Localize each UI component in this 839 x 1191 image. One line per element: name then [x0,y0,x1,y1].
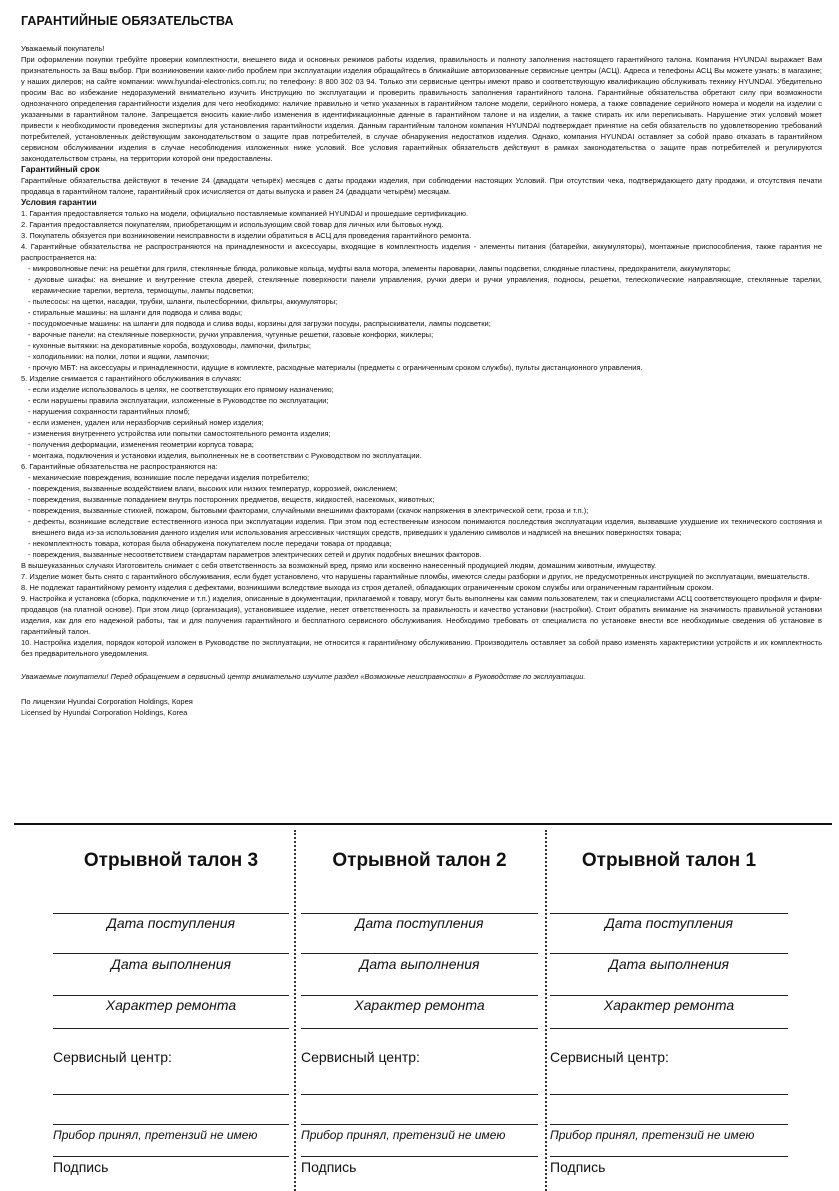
service-center-line[interactable] [301,1094,538,1095]
date-received-label: Дата поступления [106,915,236,931]
condition-item-5-sub: - получения деформации, изменения геометрии корпуса товара; [28,440,254,449]
accepted-statement: Прибор принял, претензий не имею [53,1128,258,1142]
repair-type-label: Характер ремонта [354,997,485,1013]
condition-item-4: 4. Гарантийные обязательства не распространяются на принадлежности и аксессуары, входящие в комплектность изделия - элементы питания (батарейки, аккумуляторы), монтажные приспособления, также гарантия не распространяется на: [21,242,822,262]
coupon-title: Отрывной талон 2 [332,850,507,871]
condition-item-2: 2. Гарантия предоставляется покупателям, приобретающим и использующим свой товар для личных или бытовых нужд. [21,220,444,229]
service-center-line[interactable] [53,1094,289,1095]
coupon-rule [53,913,289,914]
warranty-document [21,14,822,718]
repair-type-label: Характер ремонта [105,997,237,1013]
condition-item-4-sub: - кухонные вытяжки: на декоративные короба, воздуховоды, лампочки, фильтры; [28,341,311,350]
accepted-statement: Прибор принял, претензий не имею [301,1128,506,1142]
accepted-statement: Прибор принял, претензий не имею [550,1128,755,1142]
warranty-period-heading: Гарантийный срок [21,164,100,174]
greeting: Уважаемый покупатель! [21,44,105,53]
liability-paragraph: В вышеуказанных случаях Изготовитель снимает с себя ответственность за возможный вред, прямо или косвенно нанесенный продукцией людям, домашним животным, имуществу. [21,561,657,570]
accepted-line[interactable] [53,1156,289,1157]
repair-type-line[interactable] [301,1028,538,1029]
condition-item-6-sub: - дефекты, возникшие вследствие естественного износа при эксплуатации изделия. При этом под естественным износом понимаются последствия эксплуатации изделия, вызвавшие ухудшение их технического состояния и внешнего вида из-за использования данного изделия или использования агрессивных чистящих средств, приведших к удалению символов и надписей на внешних поверхностях товара; [28,517,822,537]
condition-item-1: 1. Гарантия предоставляется только на модели, официально поставляемые компанией HYUNDAI и прошедшие сертификацию. [21,209,469,218]
service-center-line[interactable] [301,1124,538,1125]
condition-item-4-sub: - холодильники: на полки, лотки и ящики, лампочки; [28,352,210,361]
condition-item-4-sub: - микроволновые печи: на решётки для гриля, стеклянные блюда, роликовые кольца, муфты вала мотора, элементы пароварки, лампы подсветки, слюдяные пластины, предохранители, аккумуляторы; [28,264,731,273]
condition-item-5-sub: - монтажа, подключения и установки изделия, выполненных не в соответствии с Руководством по эксплуатации. [28,451,422,460]
document-title: ГАРАНТИЙНЫЕ ОБЯЗАТЕЛЬСТВА [21,14,234,28]
coupon-rule [301,913,538,914]
condition-item-4-sub: - посудомоечные машины: на шланги для подвода и слива воды, корзины для загрузки посуды, распрыскиватели, лампы подсветки; [28,319,491,328]
condition-item-5-sub: - нарушения сохранности гарантийных пломб; [28,407,190,416]
service-center-line[interactable] [550,1124,788,1125]
coupon-title: Отрывной талон 1 [581,850,757,871]
condition-item-6-sub: - некомплектность товара, которая была обнаружена покупателем после передачи товара от продавца; [28,539,392,548]
condition-item-9: 9. Настройка и установка (сборка, подключение и т.п.) изделия, описанные в документации, прилагаемой к товару, могут быть выполнены как самим пользователем, так и специалистами АСЦ соответствующего профиля и фирм-продавцов (на платной основе). При этом лицо (организация), установившее изделие, несет ответственность за правильность и качество установки (настройки). Стоит обратить внимание на значимость правильной установки изделия, как для его надежной работы, так и для получения гарантийного и бесплатного сервисного обслуживания. Необходимо требовать от специалиста по установке внести все необходимые сведения об установке в гарантийный талон. [21,594,822,636]
repair-type-label: Характер ремонта [603,997,735,1013]
date-completed-line[interactable] [53,995,289,996]
coupon-2 [301,830,538,1191]
service-center-line[interactable] [550,1094,788,1095]
coupon-1 [550,830,788,1191]
condition-item-3: 3. Покупатель обязуется при возникновении неисправности в изделии обратиться в АСЦ для проведения гарантийного ремонта. [21,231,472,240]
signature-label: Подпись [53,1159,109,1175]
coupon-3 [53,830,289,1191]
condition-item-4-sub: - прочую МБТ: на аксессуары и принадлежности, идущие в комплекте, расходные материалы (предметы с ограниченным сроком службы), пульты дистанционного управления. [28,363,643,372]
intro-paragraph: При оформлении покупки требуйте проверки комплектности, внешнего вида и основных режимов работы изделия, правильность и полноту заполнения настоящего гарантийного талона. Компания HYUNDAI выражает Вам признательность за Ваш выбор. При возникновении каких-либо проблем при эксплуатации изделия обращайтесь в ближайшие авторизованные сервисные центры (АСЦ). Адреса и телефоны АСЦ Вы можете узнать: в магазине; у наших дилеров; на сайте компании: www.hyundai-electronics.com.ru; по телефону: 8 800 302 03 94. Только эти сервисные центры имеют право и соответствующую квалификацию обслуживать технику HYUNDAI. Убедительно просим Вас во избежание недоразумений внимательно изучить Инструкцию по эксплуатации и проверить правильность заполнения гарантийного талона. Гарантийные обязательства обретают силу при возможности однозначного определения гарантийности изделия для чего необходимо: наличие правильно и четко указанных в гарантийном талоне модели, серийного номера, а также совпадение серийного номера и модели на изделии с указанными в гарантийном талоне. Запрещается вносить какие-либо изменения в идентификационные данные в гарантийном талоне и на изделии, а также стирать их или переписывать. Нарушение этих условий может привести к необходимости проведения экспертизы для установления гарантийности изделия. Данным гарантийным талоном компания HYUNDAI подтверждает принятие на себя обязательств по удовлетворению требований потребителей, установленных действующим законодательством о защите прав потребителей, в случае обнаружения недостатков изделия. Однако, компания HYUNDAI оставляет за собой право отказать в гарантийном сервисном обслуживании изделия в случае несоблюдения изложенных ниже условий. Все условия гарантийных обязательств действуют в рамках законодательства о защите прав потребителей и регулируются законодательством страны, на территории которой они предоставлены. [21,55,822,163]
conditions-heading: Условия гарантии [21,197,97,207]
condition-item-5-sub: - если нарушены правила эксплуатации, изложенные в Руководстве по эксплуатации; [28,396,329,405]
service-center-label: Сервисный центр: [301,1049,420,1065]
service-center-label: Сервисный центр: [550,1049,669,1065]
coupon-rule [550,913,788,914]
accepted-line[interactable] [301,1156,538,1157]
service-center-label: Сервисный центр: [53,1049,172,1065]
date-received-label: Дата поступления [604,915,734,931]
date-completed-label: Дата выполнения [359,956,480,972]
condition-item-4-sub: - стиральные машины: на шланги для подвода и слива воды; [28,308,243,317]
coupon-title: Отрывной талон 3 [83,850,259,871]
date-completed-line[interactable] [550,995,788,996]
license-en: Licensed by Hyundai Corporation Holdings, Korea [21,708,188,717]
accepted-line[interactable] [550,1156,788,1157]
condition-item-8: 8. Не подлежат гарантийному ремонту изделия с дефектами, возникшими вследствие выхода из строя деталей, обладающих ограниченным сроком службы или ограниченным гарантийным сроком. [21,583,714,592]
warranty-period-text: Гарантийные обязательства действуют в течение 24 (двадцати четырёх) месяцев с даты продажи изделия, при соблюдении настоящих Условий. При отсутствии чека, подтверждающего дату продажи, и отсутствия печати продавца в гарантийном талоне, гарантийный срок исчисляется от даты выпуска и равен 24 (двадцати четырём) месяцам. [21,176,822,196]
signature-label: Подпись [301,1159,357,1175]
customer-note: Уважаемые покупатели! Перед обращением в сервисный центр внимательно изучите раздел «Возможные неисправности» в Руководстве по эксплуатации. [21,672,586,681]
tear-off-coupons [0,830,839,1191]
repair-type-line[interactable] [550,1028,788,1029]
condition-item-5-sub: - если изделие использовалось в целях, не соответствующих его прямому назначению; [28,385,334,394]
condition-item-6: 6. Гарантийные обязательства не распространяются на: [21,462,218,471]
service-center-line[interactable] [53,1124,289,1125]
cut-line [14,823,832,825]
condition-item-6-sub: - повреждения, вызванные воздействием влаги, высоких или низких температур, коррозией, окислением; [28,484,398,493]
condition-item-5-sub: - изменения внутреннего устройства или попытки самостоятельного ремонта изделия; [28,429,331,438]
condition-item-5: 5. Изделие снимается с гарантийного обслуживания в случаях: [21,374,242,383]
repair-type-line[interactable] [53,1028,289,1029]
condition-item-6-sub: - повреждения, вызванные попаданием внутрь посторонних предметов, веществ, жидкостей, насекомых, животных; [28,495,435,504]
date-completed-label: Дата выполнения [111,956,231,972]
date-completed-label: Дата выполнения [609,956,729,972]
condition-item-10: 10. Настройка изделия, порядок которой изложен в Руководстве по эксплуатации, не относится к гарантийному обслуживанию. Производитель оставляет за собой право изменять характеристики устройств и их комплектность без предварительного уведомления. [21,638,822,658]
date-completed-line[interactable] [301,995,538,996]
condition-item-4-sub: - варочные панели: на стеклянные поверхности, ручки управления, чугунные решетки, газовые конфорки, жиклеры; [28,330,434,339]
condition-item-7: 7. Изделие может быть снято с гарантийного обслуживания, если будет установлено, что нарушены гарантийные пломбы, имеются следы разборки и других, не предусмотренных инструкцией по эксплуатации, вмешательств. [21,572,810,581]
condition-item-4-sub: - пылесосы: на щетки, насадки, трубки, шланги, пылесборники, фильтры, аккумуляторы; [28,297,338,306]
condition-item-6-sub: - повреждения, вызванные стихией, пожаром, бытовыми факторами, случайными внешними факторами (скачок напряжения в электрической сети, гроза и т.п.); [28,506,589,515]
date-received-label: Дата поступления [355,915,484,931]
condition-item-6-sub: - повреждения, вызванные несоответствием стандартам параметров электрических сетей и других подобных внешних факторов. [28,550,482,559]
date-received-line[interactable] [301,953,538,954]
signature-label: Подпись [550,1159,606,1175]
date-received-line[interactable] [550,953,788,954]
license-ru: По лицензии Hyundai Corporation Holdings, Корея [21,697,193,706]
condition-item-6-sub: - механические повреждения, возникшие после передачи изделия потребителю; [28,473,310,482]
condition-item-4-sub: - духовые шкафы: на внешние и внутренние стекла дверей, стеклянные поверхности панели управления, ручки двери и ручки управления, подносы, решетки, телескопические направляющие, стеклянные тарелки, керамические тарелки, вертела, термощупы, лампы подсветки; [28,275,822,295]
condition-item-5-sub: - если изменен, удален или неразборчив серийный номер изделия; [28,418,264,427]
date-received-line[interactable] [53,953,289,954]
